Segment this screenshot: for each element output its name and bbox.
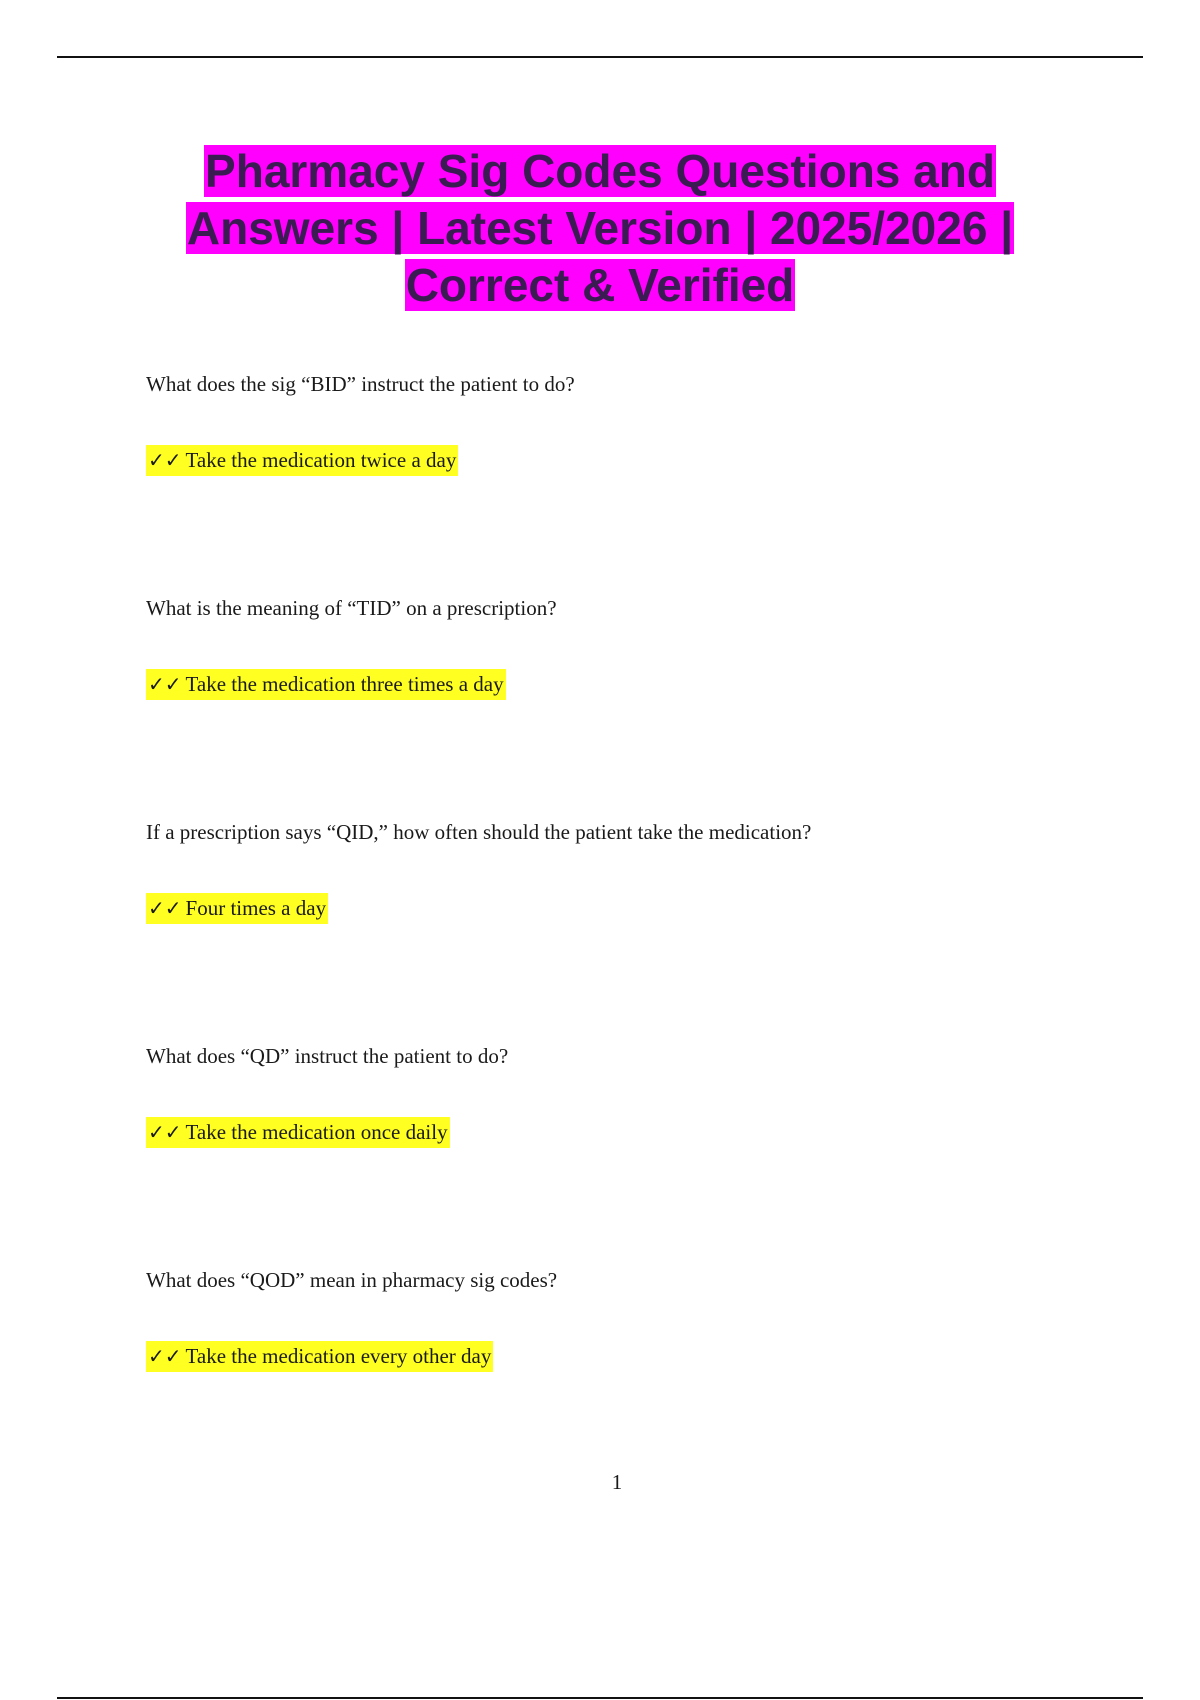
answer-text: Take the medication three times a day <box>185 672 504 696</box>
qa-item-3 <box>146 818 1146 922</box>
question-text: What does “QOD” mean in pharmacy sig codes? <box>146 1268 558 1292</box>
title-text: Pharmacy Sig Codes Questions and Answers | Latest Version | 2025/2026 | Correct & Verified <box>186 145 1014 311</box>
document-title <box>110 143 1090 314</box>
qa-item-4 <box>146 1042 1146 1146</box>
qa-item-5 <box>146 1266 1146 1370</box>
answer-line <box>146 1118 1146 1146</box>
question-text: What is the meaning of “TID” on a prescription? <box>146 596 557 620</box>
page-number: 1 <box>611 1470 623 1494</box>
qa-item-2 <box>146 594 1146 698</box>
double-check-icon: ✓✓ <box>148 1120 182 1144</box>
qa-item-1 <box>146 370 1146 474</box>
top-rule <box>57 56 1143 58</box>
answer-highlight <box>146 669 506 700</box>
answer-highlight <box>146 445 458 476</box>
answer-text: Take the medication every other day <box>185 1344 492 1368</box>
answer-highlight <box>146 893 328 924</box>
question-text: What does “QD” instruct the patient to do? <box>146 1044 509 1068</box>
answer-line <box>146 894 1146 922</box>
question-text: What does the sig “BID” instruct the patient to do? <box>146 372 575 396</box>
double-check-icon: ✓✓ <box>148 1344 182 1368</box>
answer-text: Four times a day <box>185 896 327 920</box>
answer-highlight <box>146 1117 450 1148</box>
answer-highlight <box>146 1341 493 1372</box>
double-check-icon: ✓✓ <box>148 896 182 920</box>
question-text: If a prescription says “QID,” how often should the patient take the medication? <box>146 820 812 844</box>
double-check-icon: ✓✓ <box>148 448 182 472</box>
answer-line <box>146 446 1146 474</box>
double-check-icon: ✓✓ <box>148 672 182 696</box>
answer-line <box>146 670 1146 698</box>
answer-text: Take the medication once daily <box>185 1120 448 1144</box>
bottom-rule <box>57 1697 1143 1699</box>
answer-line <box>146 1342 1146 1370</box>
answer-text: Take the medication twice a day <box>185 448 457 472</box>
